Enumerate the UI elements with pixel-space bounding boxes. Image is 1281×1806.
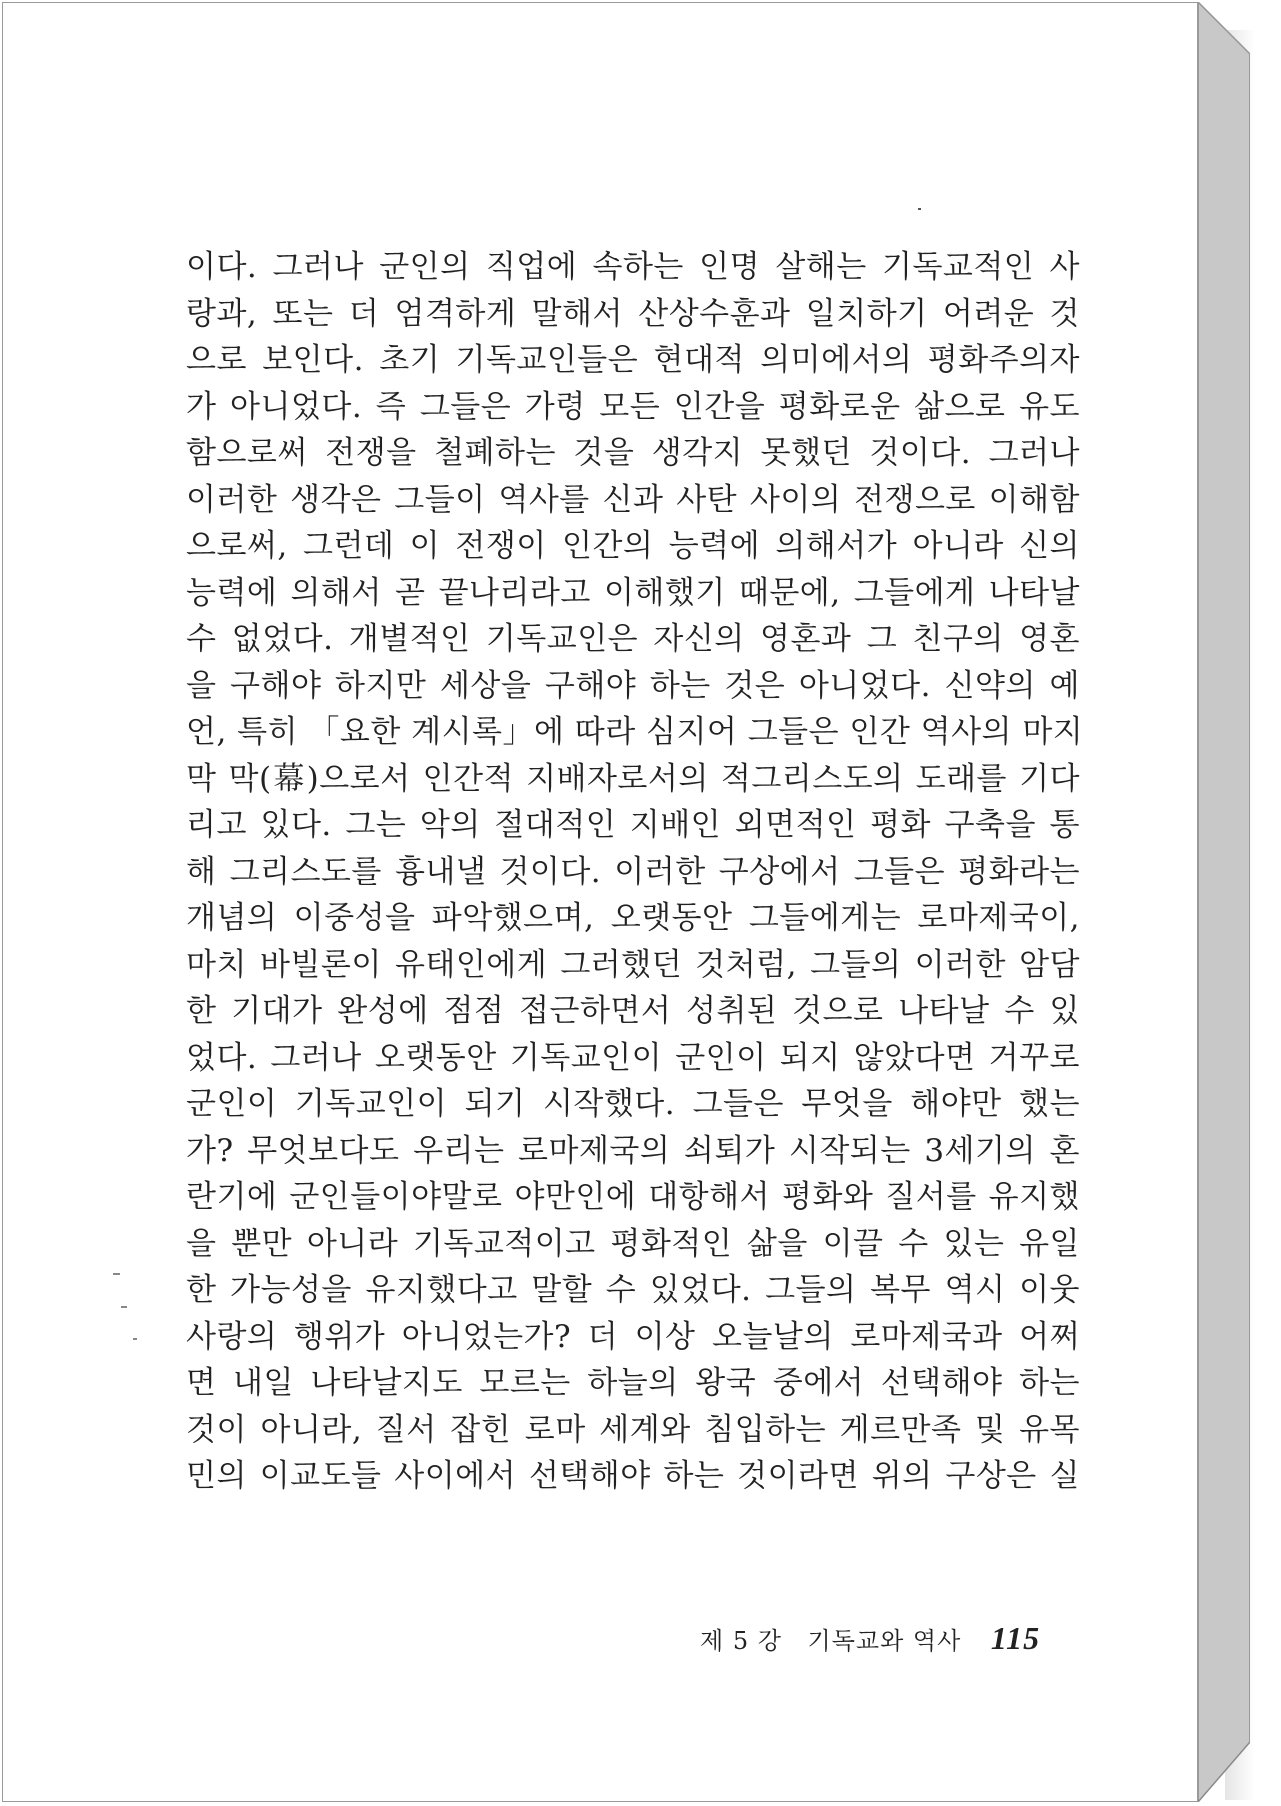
text-line: 가? 무엇보다도 우리는 로마제국의 쇠퇴가 시작되는 3세기의 혼 (186, 1132, 1080, 1169)
scan-speck (133, 1338, 137, 1340)
text-line: 으로써, 그런데 이 전쟁이 인간의 능력에 의해서가 아니라 신의 (186, 528, 1080, 564)
text-line: 가 아니었다. 즉 그들은 가령 모든 인간을 평화로운 삶으로 유도 (186, 388, 1080, 425)
text-line: 을 구해야 하지만 세상을 구해야 하는 것은 아니었다. 신약의 예 (186, 667, 1080, 704)
scan-speck (918, 208, 921, 210)
scan-speck (113, 1273, 120, 1275)
text-line: 언, 특히 「요한 계시록」에 따라 심지어 그들은 인간 역사의 마지 (186, 714, 1084, 750)
scan-speck (121, 1306, 127, 1308)
text-line: 으로 보인다. 초기 기독교인들은 현대적 의미에서의 평화주의자 (186, 342, 1080, 378)
book-edge (1198, 2, 1250, 1802)
text-line: 마치 바빌론이 유태인에게 그러했던 것처럼, 그들의 이러한 암담 (186, 946, 1080, 983)
text-line: 해 그리스도를 흉내낼 것이다. 이러한 구상에서 그들은 평화라는 (186, 853, 1080, 890)
text-line: 수 없었다. 개별적인 기독교인은 자신의 영혼과 그 친구의 영혼 (186, 621, 1080, 657)
text-line: 함으로써 전쟁을 철폐하는 것을 생각지 못했던 것이다. 그러나 (186, 435, 1080, 471)
text-line: 이러한 생각은 그들이 역사를 신과 사탄 사이의 전쟁으로 이해함 (186, 481, 1080, 518)
text-line: 군인이 기독교인이 되기 시작했다. 그들은 무엇을 해야만 했는 (186, 1086, 1080, 1122)
page-number: 115 (990, 1620, 1041, 1656)
text-line: 었다. 그러나 오랫동안 기독교인이 군인이 되지 않았다면 거꾸로 (186, 1039, 1080, 1076)
text-line: 막 막(幕)으로서 인간적 지배자로서의 적그리스도의 도래를 기다 (186, 760, 1080, 797)
text-line: 개념의 이중성을 파악했으며, 오랫동안 그들에게는 로마제국이, (186, 900, 1080, 936)
page-body-text (186, 244, 1084, 1500)
text-line: 이다. 그러나 군인의 직업에 속하는 인명 살해는 기독교적인 사 (186, 249, 1080, 285)
text-line: 한 기대가 완성에 점점 접근하면서 성취된 것으로 나타날 수 있 (186, 993, 1080, 1029)
text-line: 란기에 군인들이야말로 야만인에 대항해서 평화와 질서를 유지했 (186, 1179, 1080, 1215)
text-line: 한 가능성을 유지했다고 말할 수 있었다. 그들의 복무 역시 이웃 (186, 1272, 1080, 1308)
running-title: 기독교와 역사 (807, 1627, 962, 1655)
text-line: 리고 있다. 그는 악의 절대적인 지배인 외면적인 평화 구축을 통 (186, 807, 1080, 843)
text-line: 랑과, 또는 더 엄격하게 말해서 산상수훈과 일치하기 어려운 것 (186, 295, 1080, 332)
text-line: 민의 이교도들 사이에서 선택해야 하는 것이라면 위의 구상은 실 (186, 1458, 1080, 1494)
page-footer (700, 1618, 1080, 1658)
chapter-label: 제 5 강 (700, 1627, 782, 1655)
text-line: 을 뿐만 아니라 기독교적이고 평화적인 삶을 이끌 수 있는 유일 (186, 1225, 1080, 1262)
text-line: 면 내일 나타날지도 모르는 하늘의 왕국 중에서 선택해야 하는 (186, 1365, 1080, 1401)
text-line: 것이 아니라, 질서 잡힌 로마 세계와 침입하는 게르만족 및 유목 (186, 1411, 1080, 1448)
text-line: 능력에 의해서 곧 끝나리라고 이해했기 때문에, 그들에게 나타날 (186, 574, 1080, 611)
text-line: 사랑의 행위가 아니었는가? 더 이상 오늘날의 로마제국과 어쩌 (186, 1318, 1080, 1355)
